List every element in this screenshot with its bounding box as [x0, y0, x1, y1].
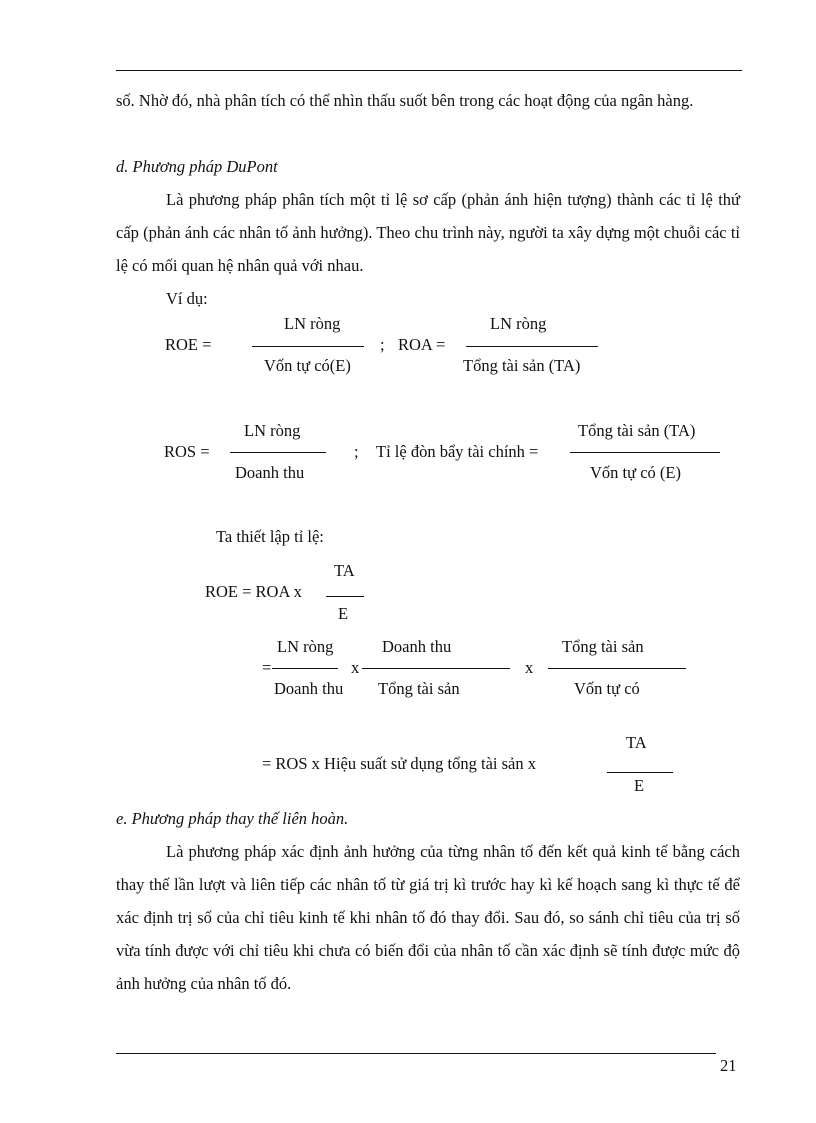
- line3-numerator: TA: [626, 733, 647, 752]
- line1-fraction-bar: [326, 596, 364, 597]
- semicolon-separator: ;: [354, 442, 359, 461]
- footer-rule: [116, 1053, 716, 1054]
- decomposition-line1-label: ROE = ROA x: [205, 582, 302, 601]
- line2-fraction2-numerator: Doanh thu: [382, 637, 452, 656]
- line1-denominator: E: [338, 604, 349, 623]
- leverage-denominator: Vốn tự có (E): [590, 463, 681, 482]
- roa-label: ROA =: [398, 335, 446, 354]
- line1-numerator: TA: [334, 561, 355, 580]
- heading-replacement-method: e. Phương pháp thay thế liên hoàn.: [116, 809, 349, 828]
- line3-denominator: E: [634, 776, 645, 795]
- paragraph-replacement-method: Là phương pháp xác định ảnh hưởng của từng nhân tố đến kết quả kinh tế bằng cách thay thế lần lượt và liên tiếp các nhân tố từ giá trị kì trước hay kì kế hoạch sang kì thực tế để xác định trị số của chỉ tiêu kinh tế khi nhân tố đó thay đổi. Sau đó, so sánh chỉ tiêu của trị số vừa tính được với chỉ tiêu khi chưa có biến đổi của nhân tố cần xác định sẽ tính được mức độ ảnh hưởng của nhân tố đó.: [116, 842, 740, 993]
- roa-fraction-bar: [466, 346, 598, 347]
- line2-fraction3-bar: [548, 668, 686, 669]
- roa-denominator: Tổng tài sản (TA): [463, 356, 581, 375]
- ros-label: ROS =: [164, 442, 210, 461]
- ros-denominator: Doanh thu: [235, 463, 305, 482]
- roe-denominator: Vốn tự có(E): [264, 356, 351, 375]
- line2-fraction1-bar: [272, 668, 338, 669]
- line2-fraction3-denominator: Vốn tự có: [574, 679, 640, 698]
- header-rule: [116, 70, 742, 71]
- leverage-numerator: Tổng tài sản (TA): [578, 421, 696, 440]
- line2-fraction1-numerator: LN ròng: [277, 637, 334, 656]
- decomposition-line3-text: = ROS x Hiệu suất sử dụng tổng tài sản x: [262, 754, 536, 773]
- ros-numerator: LN ròng: [244, 421, 301, 440]
- line2-multiply-2: x: [525, 658, 534, 677]
- leverage-label: Tỉ lệ đòn bẩy tài chính =: [376, 442, 539, 461]
- example-label: Ví dụ:: [166, 289, 208, 308]
- line2-fraction2-bar: [362, 668, 510, 669]
- line2-fraction2-denominator: Tổng tài sản: [378, 679, 460, 698]
- heading-dupont: d. Phương pháp DuPont: [116, 157, 278, 176]
- roe-label: ROE =: [165, 335, 212, 354]
- roe-fraction-bar: [252, 346, 364, 347]
- line3-fraction-bar: [607, 772, 673, 773]
- page-number: 21: [720, 1056, 737, 1075]
- leverage-fraction-bar: [570, 452, 720, 453]
- roe-numerator: LN ròng: [284, 314, 341, 333]
- semicolon-separator: ;: [380, 335, 385, 354]
- ros-fraction-bar: [230, 452, 326, 453]
- setup-label: Ta thiết lập tỉ lệ:: [216, 527, 324, 546]
- line2-multiply-1: x: [351, 658, 360, 677]
- line2-equals: =: [262, 658, 272, 677]
- paragraph-dupont: Là phương pháp phân tích một tỉ lệ sơ cấp (phản ánh hiện tượng) thành các tỉ lệ thứ cấp (phản ánh các nhân tố ảnh hưởng). Theo chu trình này, người ta xây dựng một chuỗi các tỉ lệ có mối quan hệ nhân quả với nhau.: [116, 190, 740, 275]
- roa-numerator: LN ròng: [490, 314, 547, 333]
- paragraph-continued: số. Nhờ đó, nhà phân tích có thể nhìn thấu suốt bên trong các hoạt động của ngân hàng.: [116, 91, 694, 110]
- line2-fraction1-denominator: Doanh thu: [274, 679, 344, 698]
- line2-fraction3-numerator: Tổng tài sản: [562, 637, 644, 656]
